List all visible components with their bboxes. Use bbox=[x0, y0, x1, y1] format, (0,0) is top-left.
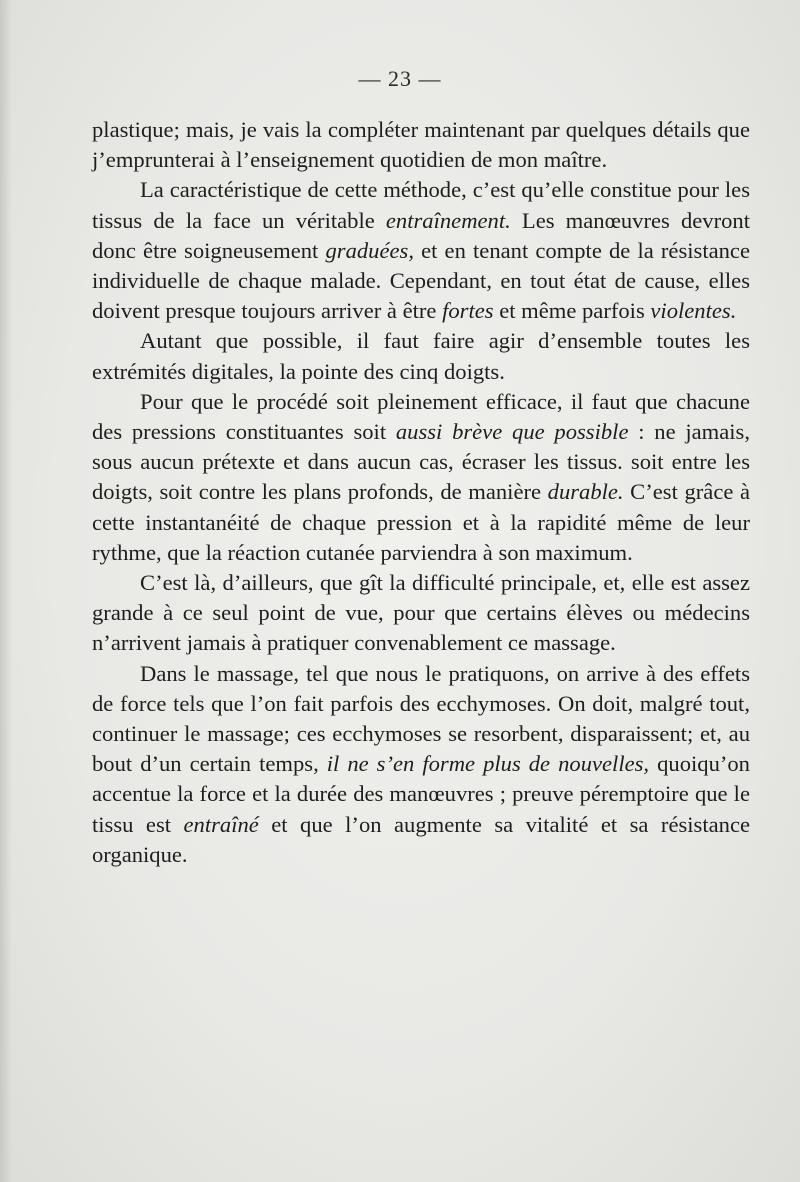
text-segment: La caractéristique de cette méthode, c’est qu’elle constitue pour les tissus de la face un véritable bbox=[92, 177, 750, 233]
text-segment: Dans le massage, tel que nous le pratiquons, on arrive à des effets de force tels que l’on fait parfois des ecchymoses. On doit, malgré tout, continuer le massage; ces ecchymoses se resorbent, disparaissent; et, au bout d’un certain temps, bbox=[92, 660, 750, 777]
italic-text: graduées, bbox=[325, 237, 414, 263]
text-segment: et que l’on augmente sa vitalité et sa résistance organique. bbox=[92, 811, 750, 867]
body-text bbox=[92, 115, 750, 870]
text-segment: Pour que le procédé soit pleinement efficace, il faut que chacune des pressions constituantes soit bbox=[92, 388, 750, 445]
italic-text: aussi brève que possible bbox=[395, 419, 629, 445]
text-segment: Les manœuvres devront donc être soigneusement bbox=[92, 207, 750, 263]
text-segment: : ne jamais, sous aucun prétexte et dans aucun cas, écraser les tissus. soit entre les doigts, soit contre les plans profonds, de manière bbox=[92, 419, 750, 505]
italic-text: fortes bbox=[442, 298, 494, 324]
paragraph bbox=[92, 387, 750, 568]
paragraph bbox=[92, 568, 750, 659]
text-segment: plastique; mais, je vais la compléter maintenant par quelques détails que j’emprunterai à l’enseignement quotidien de mon maître. bbox=[92, 117, 750, 173]
italic-text: entraîné bbox=[183, 811, 259, 837]
paragraph bbox=[92, 659, 750, 870]
text-segment: et même parfois bbox=[493, 298, 651, 324]
italic-text: entraînement. bbox=[385, 207, 511, 233]
paragraph bbox=[92, 115, 750, 175]
text-segment: Autant que possible, il faut faire agir d’ensemble toutes les extrémités digitales, la pointe des cinq doigts. bbox=[92, 328, 750, 384]
page-edge-shadow bbox=[0, 0, 12, 1182]
text-segment: quoiqu’on accentue la force et la durée des manœuvres ; preuve péremptoire que le tissu est bbox=[92, 751, 750, 837]
text-segment: C’est grâce à cette instantanéité de chaque pression et à la rapidité même de leur rythme, que la réaction cutanée parviendra à son maximum. bbox=[92, 479, 751, 565]
text-segment: C’est là, d’ailleurs, que gît la difficulté principale, et, elle est assez grande à ce seul point de vue, pour que certains élèves ou médecins n’arrivent jamais à pratiquer convenablement ce massage. bbox=[92, 570, 750, 656]
page-number: — 23 — bbox=[358, 66, 442, 91]
italic-text: il ne s’en forme plus de nouvelles, bbox=[326, 751, 650, 777]
italic-text: durable. bbox=[547, 479, 624, 505]
italic-text: violentes. bbox=[650, 298, 737, 324]
paragraph bbox=[92, 175, 750, 326]
paragraph bbox=[92, 326, 750, 386]
text-segment: et en tenant compte de la résistance individuelle de chaque malade. Cependant, en tout état de cause, elles doivent presque toujours arriver à être bbox=[92, 237, 750, 324]
